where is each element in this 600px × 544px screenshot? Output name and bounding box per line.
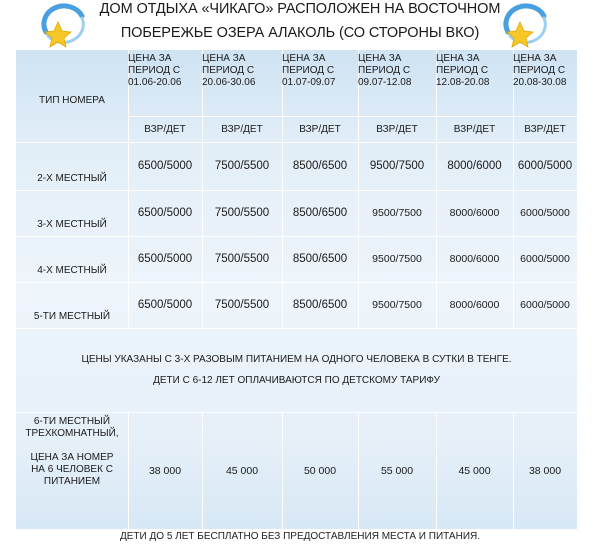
price-cell: 6000/5000 bbox=[520, 299, 570, 311]
period-header-line: ПЕРИОД С bbox=[358, 65, 411, 76]
pricing-note-line: ДЕТИ С 6-12 ЛЕТ ОПЛАЧИВАЮТСЯ ПО ДЕТСКОМУ ТАРИФУ bbox=[153, 375, 440, 386]
price-cell: 6000/5000 bbox=[520, 207, 570, 219]
six-room-type-label bbox=[16, 412, 128, 529]
period-header-line: 01.06-20.06 bbox=[128, 77, 182, 88]
star-logo-icon bbox=[500, 2, 552, 48]
period-header-line: ЦЕНА ЗА bbox=[282, 53, 326, 64]
six-room-price-cell: 45 000 bbox=[458, 464, 491, 477]
period-header bbox=[282, 50, 358, 116]
price-cell: 9500/7500 bbox=[372, 299, 422, 311]
footer-note: ДЕТИ ДО 5 ЛЕТ БЕСПЛАТНО БЕЗ ПРЕДОСТАВЛЕНИЯ МЕСТА И ПИТАНИЯ. bbox=[119, 531, 481, 542]
room-type-label: 4-Х МЕСТНЫЙ bbox=[37, 265, 107, 276]
price-cell: 6000/5000 bbox=[520, 253, 570, 265]
price-cell: 6500/5000 bbox=[137, 207, 193, 219]
period-header-line: ЦЕНА ЗА bbox=[436, 53, 480, 64]
price-subheader: ВЗР/ДЕТ bbox=[376, 123, 418, 135]
price-cell: 8000/6000 bbox=[449, 207, 500, 219]
six-room-price-cell: 50 000 bbox=[303, 464, 337, 477]
six-room-type-line: ПИТАНИЕМ bbox=[43, 476, 101, 487]
pricing-note bbox=[16, 328, 577, 412]
six-room-price-cell: 55 000 bbox=[380, 464, 414, 477]
page-header bbox=[0, 0, 600, 50]
type-header: ТИП НОМЕРА bbox=[39, 95, 105, 106]
period-header-line: 20.06-30.06 bbox=[202, 77, 256, 88]
header-title-line2: ПОБЕРЕЖЬЕ ОЗЕРА АЛАКОЛЬ (СО СТОРОНЫ ВКО) bbox=[120, 25, 480, 41]
period-header bbox=[128, 50, 202, 116]
price-table bbox=[16, 50, 577, 529]
pricing-note-line: ЦЕНЫ УКАЗАНЫ С 3-Х РАЗОВЫМ ПИТАНИЕМ НА ОДНОГО ЧЕЛОВЕКА В СУТКИ В ТЕНГЕ. bbox=[81, 354, 512, 365]
price-cell: 6500/5000 bbox=[137, 160, 193, 172]
period-header-line: ЦЕНА ЗА bbox=[513, 53, 557, 64]
period-header-line: ПЕРИОД С bbox=[436, 65, 489, 76]
price-subheader: ВЗР/ДЕТ bbox=[299, 123, 341, 135]
star-logo-icon bbox=[38, 2, 90, 48]
period-header-line: ЦЕНА ЗА bbox=[128, 53, 172, 64]
period-header bbox=[436, 50, 513, 116]
price-subheader: ВЗР/ДЕТ bbox=[524, 123, 566, 135]
price-cell: 9500/7500 bbox=[369, 160, 425, 172]
price-cell: 8000/6000 bbox=[449, 299, 500, 311]
room-type-label: 2-Х МЕСТНЫЙ bbox=[37, 173, 107, 184]
price-cell: 6500/5000 bbox=[137, 253, 193, 265]
price-subheader: ВЗР/ДЕТ bbox=[144, 123, 186, 135]
period-header-line: ПЕРИОД С bbox=[513, 65, 566, 76]
period-header-line: 12.08-20.08 bbox=[436, 77, 490, 88]
period-header-line: ПЕРИОД С bbox=[202, 65, 255, 76]
period-header-line: ЦЕНА ЗА bbox=[202, 53, 246, 64]
six-room-type-line: ЦЕНА ЗА НОМЕР bbox=[30, 452, 114, 463]
price-cell: 7500/5500 bbox=[214, 160, 270, 172]
period-header-line: ПЕРИОД С bbox=[282, 65, 335, 76]
six-room-price-cell: 38 000 bbox=[148, 464, 182, 477]
price-cell: 8000/6000 bbox=[449, 253, 500, 265]
price-subheader: ВЗР/ДЕТ bbox=[453, 123, 496, 135]
six-room-price-cell: 45 000 bbox=[225, 464, 259, 477]
price-subheader: ВЗР/ДЕТ bbox=[221, 123, 263, 135]
period-header-line: 20.08-30.08 bbox=[513, 77, 567, 88]
room-type-label: 5-ТИ МЕСТНЫЙ bbox=[33, 311, 111, 322]
period-header bbox=[202, 50, 282, 116]
period-header-line: 01.07-09.07 bbox=[282, 77, 336, 88]
header-title-line1: ДОМ ОТДЫХА «ЧИКАГО» РАСПОЛОЖЕН НА ВОСТОЧНОМ bbox=[99, 1, 501, 17]
period-header-line: ЦЕНА ЗА bbox=[358, 53, 402, 64]
six-room-type-line: 6-ТИ МЕСТНЫЙ bbox=[33, 416, 111, 427]
period-header-line: ПЕРИОД С bbox=[128, 65, 181, 76]
price-cell: 8500/6500 bbox=[292, 160, 348, 172]
period-header-line: 09.07-12.08 bbox=[358, 77, 412, 88]
six-room-type-line: ТРЕХКОМНАТНЫЙ, bbox=[25, 428, 119, 439]
six-room-type-line: НА 6 ЧЕЛОВЕК С bbox=[31, 464, 113, 475]
period-header bbox=[358, 50, 436, 116]
price-cell: 6000/5000 bbox=[517, 160, 573, 172]
period-header bbox=[513, 50, 577, 116]
six-room-price-cell: 38 000 bbox=[528, 464, 562, 477]
price-cell: 7500/5500 bbox=[214, 299, 270, 311]
price-cell: 9500/7500 bbox=[372, 207, 422, 219]
price-cell: 8000/6000 bbox=[447, 160, 502, 172]
price-cell: 7500/5500 bbox=[214, 253, 270, 265]
price-cell: 8500/6500 bbox=[292, 207, 348, 219]
price-cell: 9500/7500 bbox=[372, 253, 422, 265]
price-cell: 8500/6500 bbox=[292, 299, 348, 311]
price-cell: 8500/6500 bbox=[292, 253, 348, 265]
price-cell: 7500/5500 bbox=[214, 207, 270, 219]
price-cell: 6500/5000 bbox=[137, 299, 193, 311]
room-type-label: 3-Х МЕСТНЫЙ bbox=[37, 219, 107, 230]
